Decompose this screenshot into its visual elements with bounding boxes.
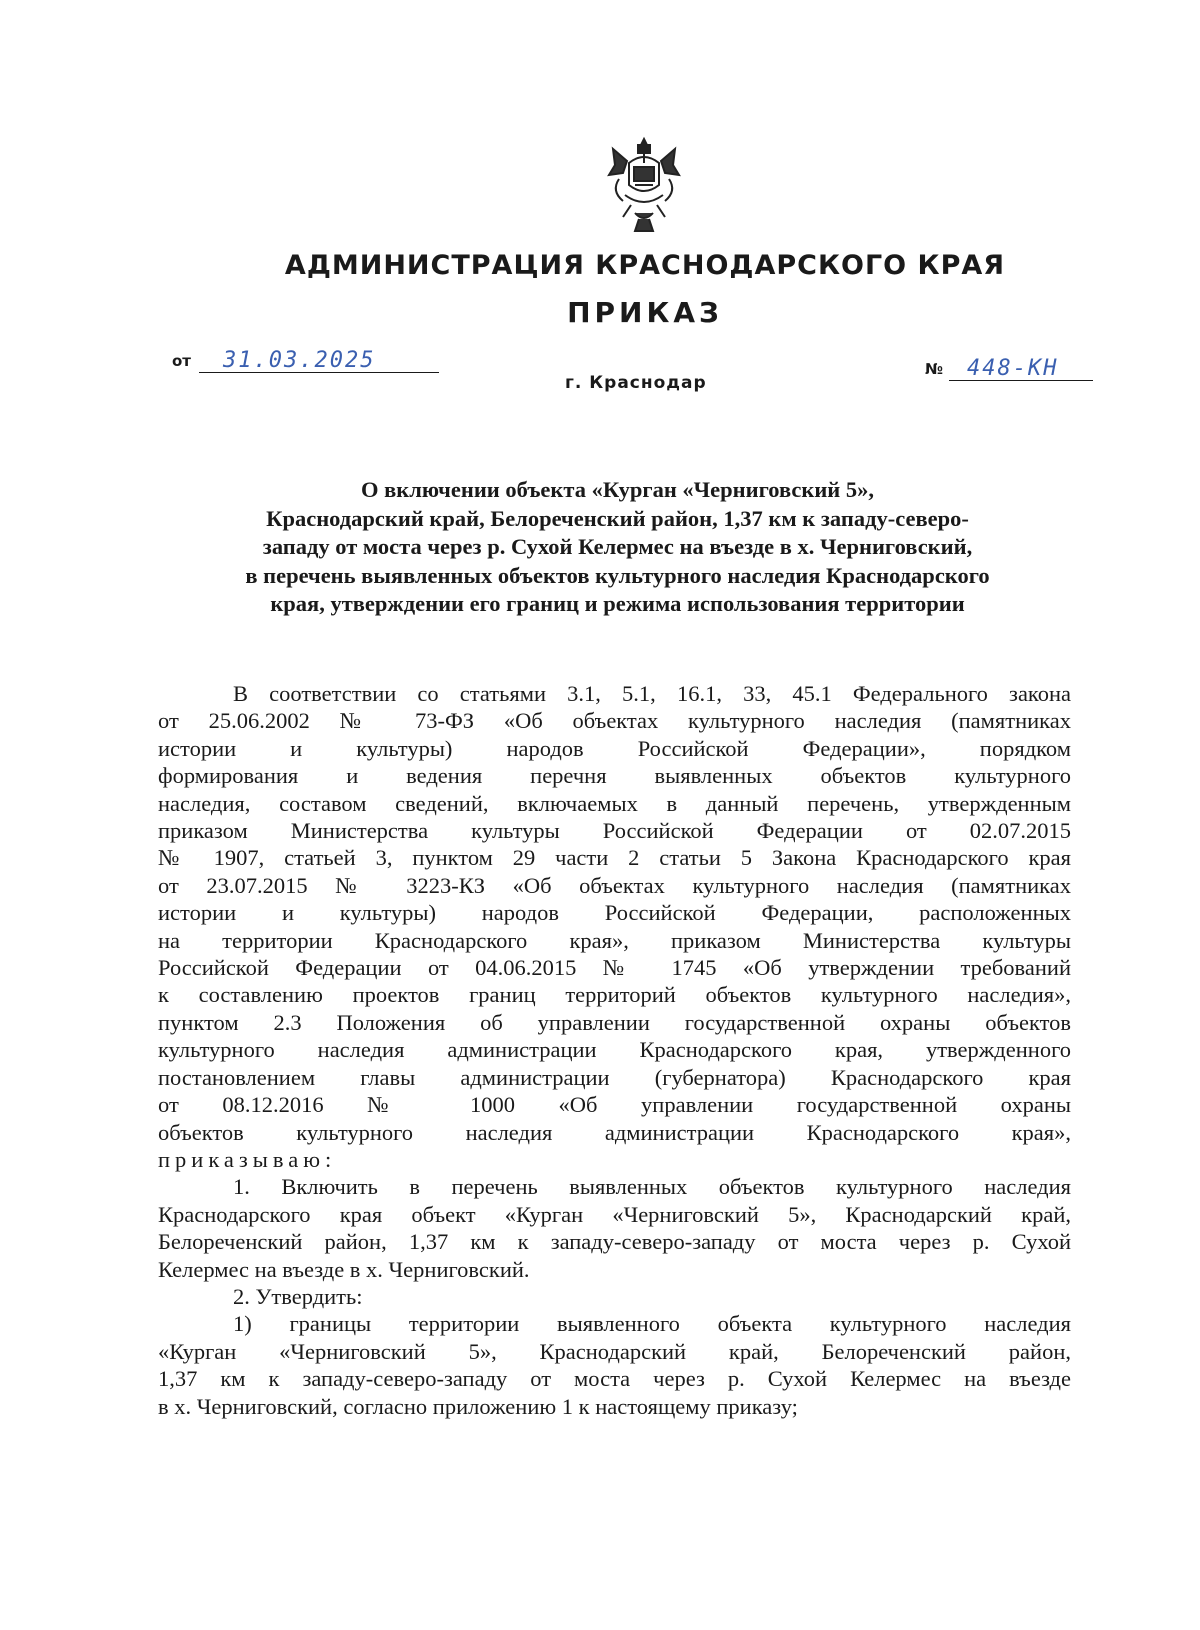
body-line: Келермес на въезде в х. Черниговский. — [158, 1256, 530, 1282]
subject-line: в перечень выявленных объектов культурного наследия Краснодарского — [245, 562, 990, 588]
body-line: Российской Федерации от 04.06.2015 № 1745 «Об утверждении требований — [158, 955, 1071, 981]
document-body — [158, 680, 1071, 1420]
body-line: к составлению проектов границ территорий объектов культурного наследия», — [158, 982, 1071, 1008]
body-line: постановлением главы администрации (губернатора) Краснодарского края — [158, 1064, 1071, 1090]
body-line: от 08.12.2016 № 1000 «Об управлении государственной охраны — [158, 1092, 1071, 1118]
body-line: 1. Включить в перечень выявленных объектов культурного наследия — [233, 1174, 1071, 1200]
item-2 — [158, 1283, 1071, 1310]
document-subject — [150, 476, 1085, 619]
preamble-paragraph — [158, 680, 1071, 1173]
body-line: В соответствии со статьями 3.1, 5.1, 16.1, 33, 45.1 Федерального закона — [233, 681, 1071, 706]
body-line: от 23.07.2015 № 3223-КЗ «Об объектах культурного наследия (памятниках — [158, 872, 1071, 898]
body-line: пунктом 2.3 Положения об управлении государственной охраны объектов — [158, 1009, 1071, 1035]
body-line: на территории Краснодарского края», приказом Министерства культуры — [158, 927, 1071, 953]
city: г. Краснодар — [565, 373, 707, 393]
body-line: 2. Утвердить: — [233, 1283, 363, 1309]
number-value: 448-КН — [949, 358, 1093, 381]
organization-title: АДМИНИСТРАЦИЯ КРАСНОДАРСКОГО КРАЯ — [284, 250, 1006, 281]
date-row — [172, 350, 439, 373]
body-line: приказом Министерства культуры Российской Федерации от 02.07.2015 — [158, 818, 1071, 844]
subject-line: О включении объекта «Курган «Черниговский 5», — [360, 477, 875, 502]
body-line: объектов культурного наследия администрации Краснодарского края», — [158, 1119, 1071, 1145]
item-1 — [158, 1173, 1071, 1283]
body-line: истории и культуры) народов Российской Федерации», порядком — [158, 735, 1071, 761]
body-line: 1) границы территории выявленного объекта культурного наследия — [233, 1311, 1071, 1337]
body-line: «Курган «Черниговский 5», Краснодарский край, Белореченский район, — [158, 1338, 1071, 1364]
body-line: Белореченский район, 1,37 км к западу-северо-западу от моста через р. Сухой — [158, 1229, 1071, 1255]
body-line: № 1907, статьей 3, пунктом 29 части 2 статьи 5 Закона Краснодарского края — [158, 845, 1071, 871]
order-word: приказываю: — [158, 1146, 337, 1172]
body-line: в х. Черниговский, согласно приложению 1 к настоящему приказу; — [158, 1393, 798, 1419]
body-line: от 25.06.2002 № 73-ФЗ «Об объектах культурного наследия (памятниках — [158, 708, 1071, 734]
body-line: 1,37 км к западу-северо-западу от моста через р. Сухой Келермес на въезде — [158, 1366, 1071, 1392]
date-label: от — [172, 352, 191, 370]
body-line: культурного наследия администрации Краснодарского края, утвержденного — [158, 1037, 1071, 1063]
date-value: 31.03.2025 — [199, 350, 439, 373]
number-label: № — [925, 360, 944, 378]
body-line: Краснодарского края объект «Курган «Черниговский 5», Краснодарский край, — [158, 1201, 1071, 1227]
item-2-1 — [158, 1310, 1071, 1420]
subject-line: края, утверждении его границ и режима использования территории — [270, 591, 965, 616]
coat-of-arms-icon — [605, 135, 683, 235]
body-line: истории и культуры) народов Российской Федерации, расположенных — [158, 900, 1071, 926]
body-line: формирования и ведения перечня выявленных объектов культурного — [158, 763, 1071, 789]
document-type: ПРИКАЗ — [567, 296, 723, 329]
body-line: наследия, составом сведений, включаемых в данный перечень, утвержденным — [158, 790, 1071, 816]
subject-line: Краснодарский край, Белореченский район, 1,37 км к западу-северо- — [266, 505, 969, 531]
subject-line: западу от моста через р. Сухой Келермес на въезде в х. Черниговский, — [262, 534, 973, 559]
number-row — [925, 358, 1093, 381]
